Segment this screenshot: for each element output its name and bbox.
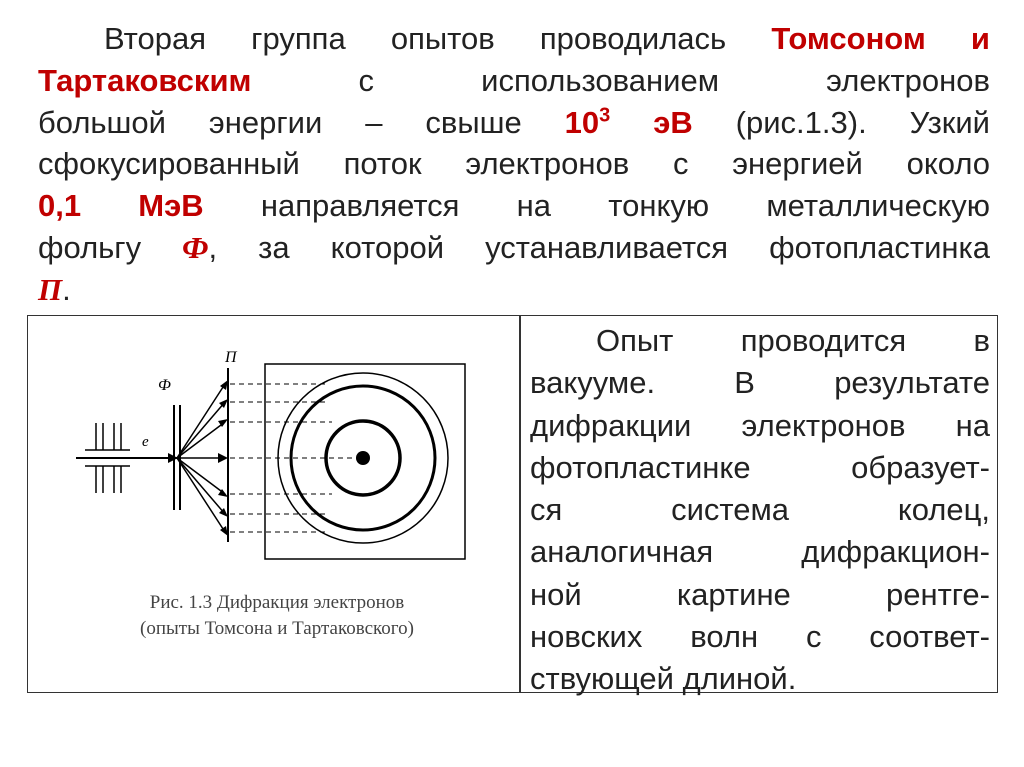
intro-line-3 xyxy=(38,102,990,144)
intro-line-5 xyxy=(38,185,990,227)
foil-symbol: Ф xyxy=(182,229,209,265)
right-text: Опыт проводится в xyxy=(596,323,990,358)
right-line: ся система колец, xyxy=(530,492,990,528)
energy-value: 10 xyxy=(564,104,600,140)
central-spot xyxy=(356,451,370,465)
highlight-thomson: Томсоном и xyxy=(771,21,990,56)
electron-label: e xyxy=(142,434,149,450)
right-line: дифракции электронов на xyxy=(530,407,990,443)
intro-text: . xyxy=(62,271,71,307)
intro-line-6 xyxy=(38,227,990,269)
intro-line-7 xyxy=(38,269,990,311)
intro-text: , за которой устанавливается фотопластинка xyxy=(208,229,990,265)
intro-line-4 xyxy=(38,143,990,185)
intro-text: с использованием электронов xyxy=(358,62,990,98)
diffraction-figure xyxy=(70,350,470,570)
highlight-tartakovsky: Тартаковским xyxy=(38,62,252,98)
ray-arrows xyxy=(218,380,228,536)
energy-unit: эВ xyxy=(653,104,693,140)
highlight-mev: 0,1 МэВ xyxy=(38,188,204,224)
plate-label: П xyxy=(225,350,237,366)
right-line: аналогичная дифракцион- xyxy=(530,534,990,570)
energy-exponent: 3 xyxy=(599,104,611,127)
right-line xyxy=(530,320,990,362)
intro-text: сфокусированный поток электронов с энергией около xyxy=(38,146,990,182)
highlight-energy xyxy=(565,105,693,140)
right-line: вакууме. В результате xyxy=(530,365,990,401)
intro-text: большой энергии – свыше xyxy=(38,104,522,140)
intro-line-2 xyxy=(38,60,990,102)
caption-line-2: (опыты Томсона и Тартаковского) xyxy=(140,618,414,639)
intro-paragraph xyxy=(38,18,990,311)
right-line: ной картине рентге- xyxy=(530,576,990,612)
right-paragraph xyxy=(530,320,990,701)
right-line: новских волн с соответ- xyxy=(530,619,990,655)
figure-caption xyxy=(52,590,502,642)
diffraction-diagram xyxy=(70,350,470,570)
right-line: ствующей длиной. xyxy=(530,661,797,697)
plate-symbol: П xyxy=(38,271,63,307)
intro-line-1 xyxy=(38,18,990,60)
table-divider xyxy=(519,315,521,693)
intro-text: направляется на тонкую металлическую xyxy=(260,188,990,224)
intro-text: фольгу xyxy=(38,229,142,265)
intro-text: (рис.1.3). Узкий xyxy=(735,104,990,140)
intro-text: Вторая группа опытов проводилась xyxy=(104,21,727,56)
foil-label: Ф xyxy=(158,377,171,394)
caption-line-1: Рис. 1.3 Дифракция электронов xyxy=(149,592,405,613)
scattered-rays xyxy=(177,384,225,532)
right-line: фотопластинке образует- xyxy=(530,449,990,485)
